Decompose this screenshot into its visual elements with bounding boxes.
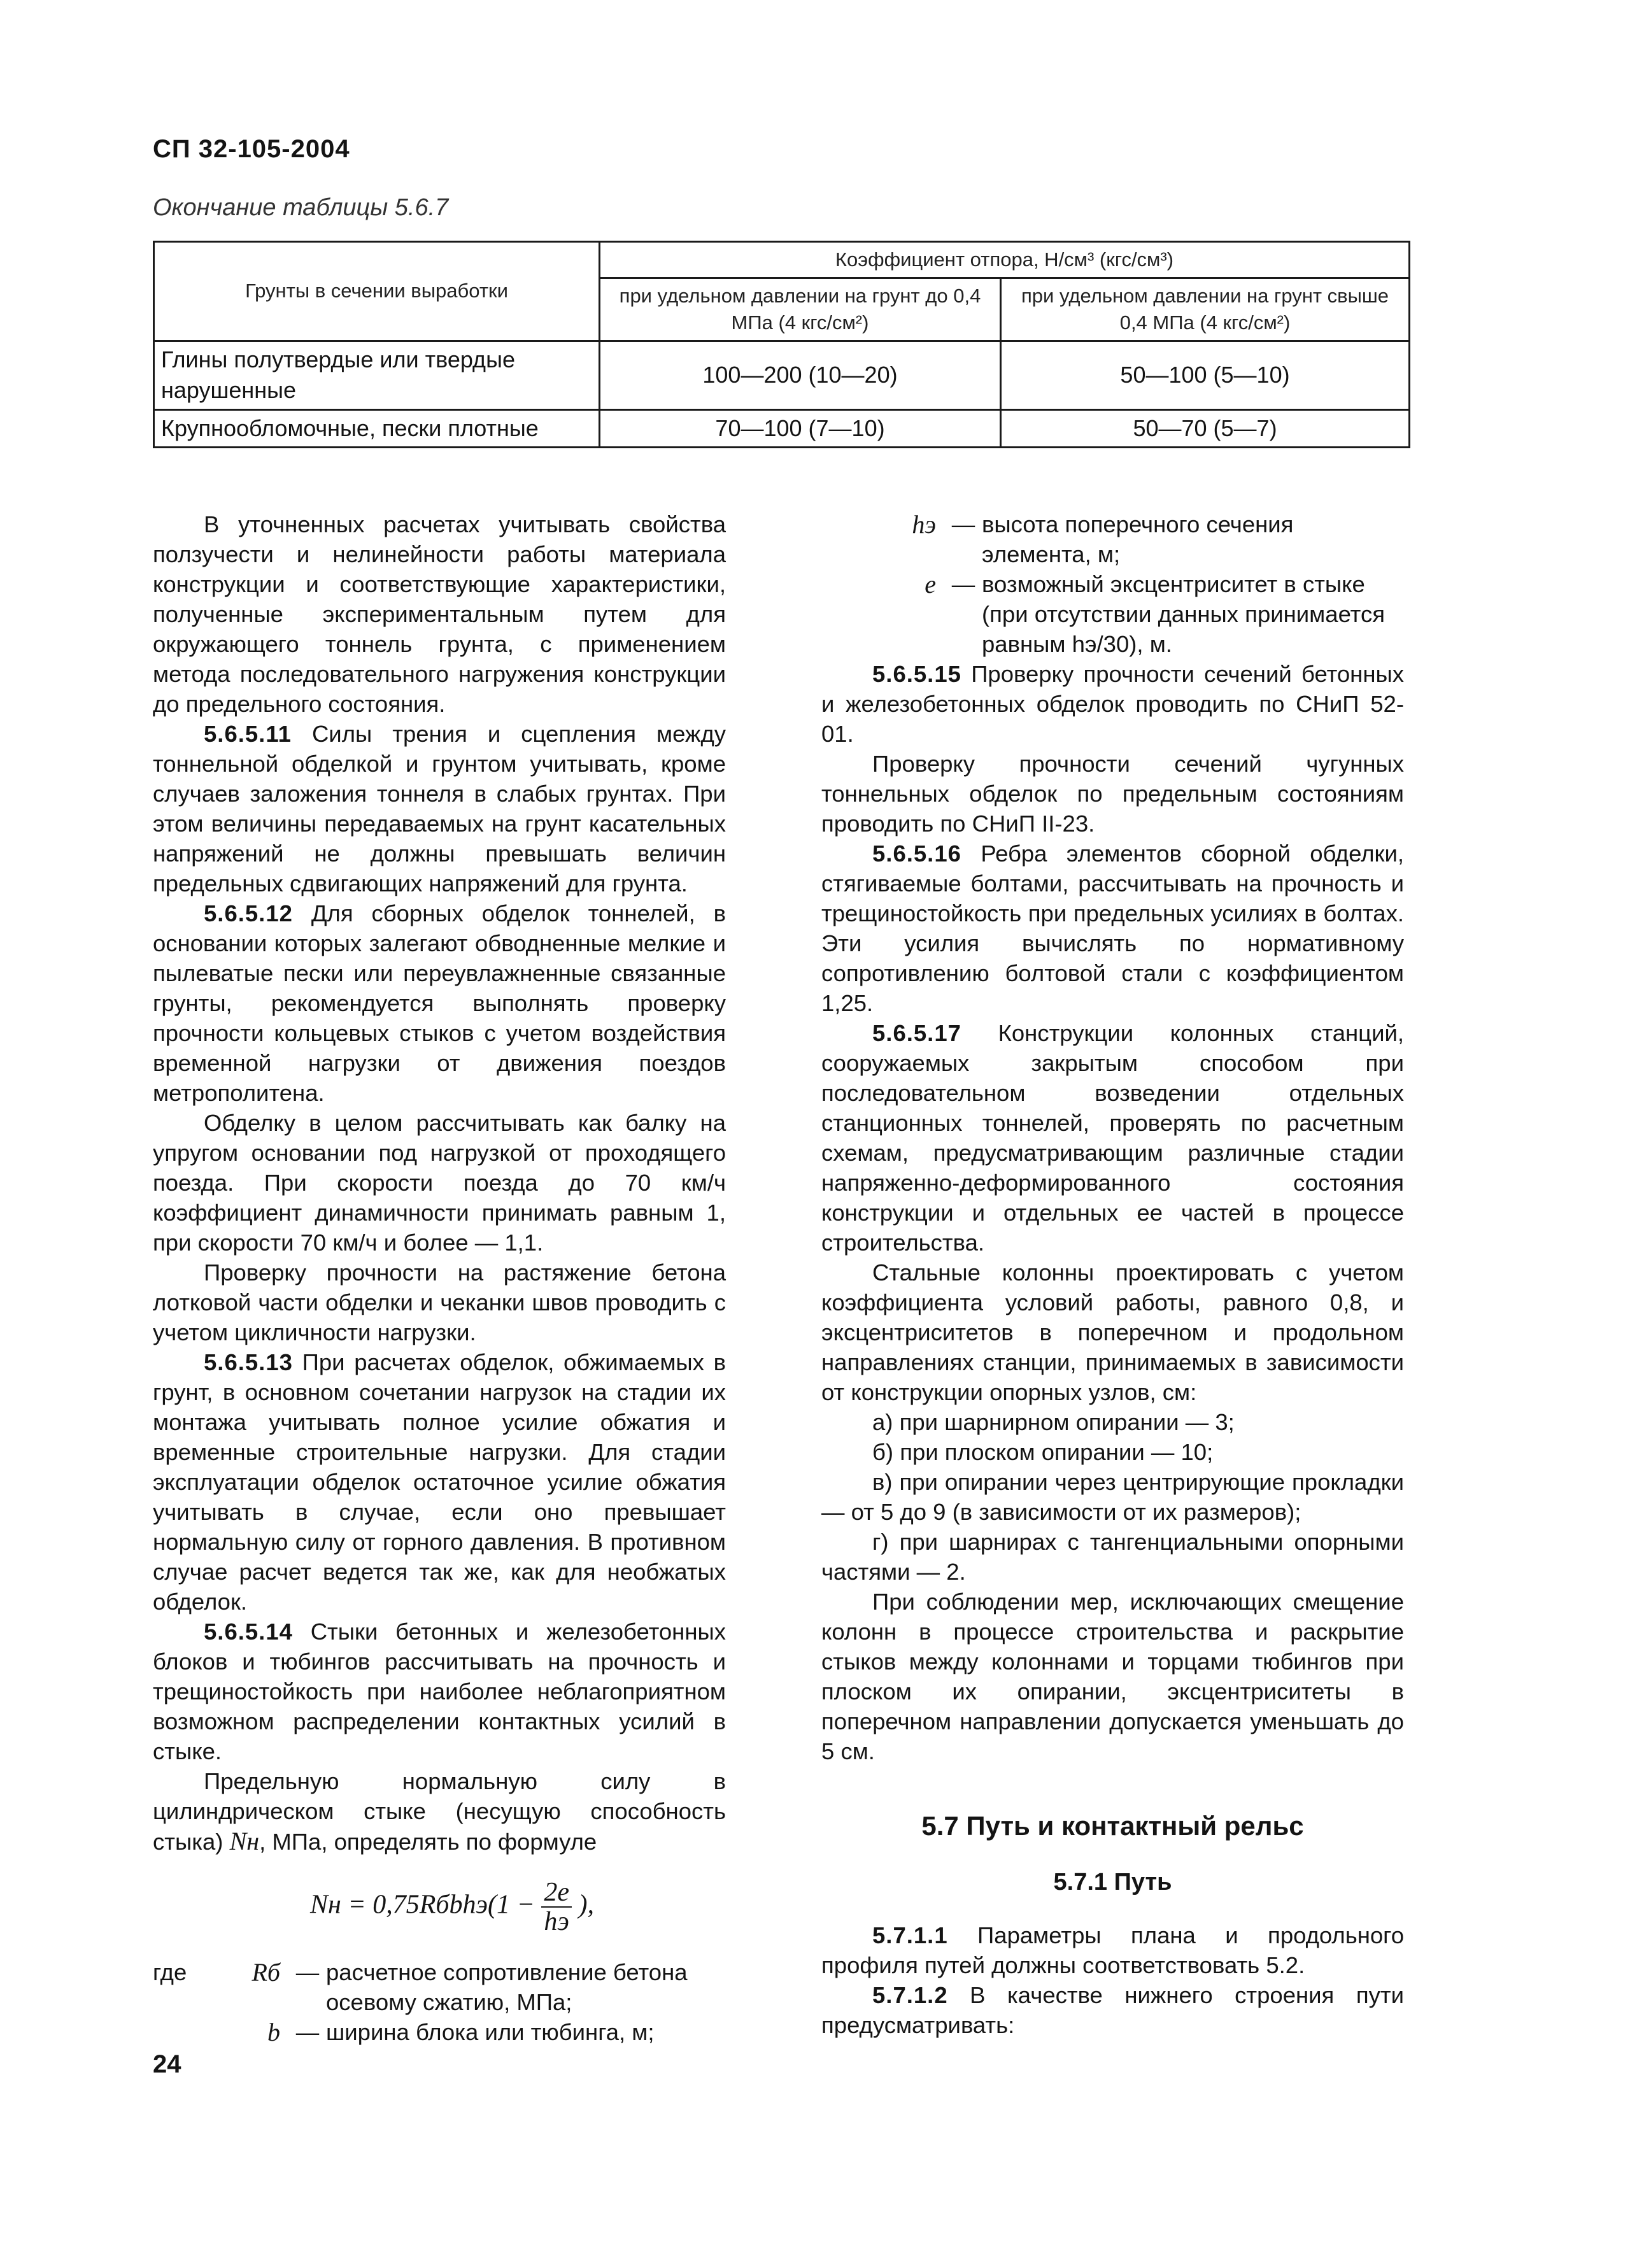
paragraph: В уточненных расчетах учитывать свойства ползучести и нелинейности работы материала конструкции и соответствующие характеристики, полученные экспериментальным путем для окружающего тоннель грунта, с применением метода последовательного нагружения конструкции до предельного состояния. xyxy=(153,511,726,717)
header-coefficient: Коэффициент отпора, Н/см³ (кгс/см³) xyxy=(600,242,1410,278)
paragraph xyxy=(821,659,1404,749)
section-title: 5.7 Путь и контактный рельс xyxy=(921,1811,1304,1841)
dash: — xyxy=(295,1959,320,1985)
clause-number: 5.6.5.17 xyxy=(872,1020,961,1046)
definition-item xyxy=(153,2017,726,2047)
paragraph xyxy=(821,1980,1404,2040)
definition-text: расчетное сопротивление бетона осевому сжатию, МПа; xyxy=(326,1959,688,2015)
paragraph-text: При расчетах обделок, обжимаемых в грунт, в основном сочетании нагрузок на стадии их монтажа учитывать полное усилие обжатия и временные строительные нагрузки. Для стадии эксплуатации обделок остаточное усилие обжатия учитывать в случае, если оно превышает нормальную силу от горного давления. В противном случае расчет ведется так же, как для необжатых обделок. xyxy=(153,1349,726,1615)
paragraph-text: Для сборных обделок тоннелей, в основании которых залегают обводненные мелкие и пылеватые пески или переувлажненные связанные грунты, рекомендуется выполнять проверку прочности кольцевых стыков с учетом воздействия временной нагрузки от движения поездов метрополитена. xyxy=(153,900,726,1106)
value-high: 50—100 (5—10) xyxy=(1001,341,1410,409)
clause-number: 5.6.5.15 xyxy=(872,661,961,687)
soil-name: Глины полутвердые или твердые нарушенные xyxy=(154,341,600,409)
value-low: 100—200 (10—20) xyxy=(600,341,1001,409)
clause-number: 5.7.1.2 xyxy=(872,1982,948,2008)
table-row xyxy=(154,341,1410,409)
subsection-title: 5.7.1 Путь xyxy=(1053,1869,1172,1896)
paragraph-text: В качестве нижнего строения пути предусматривать: xyxy=(821,1982,1404,2038)
paragraph: Проверку прочности сечений чугунных тоннельных обделок по предельным состояниям проводить по СНиП II-23. xyxy=(821,751,1404,837)
soil-name: Крупнообломочные, пески плотные xyxy=(154,409,600,448)
paragraph-text: , МПа, определять по формуле xyxy=(259,1829,597,1855)
paragraph xyxy=(153,1766,726,1857)
math-symbol: b xyxy=(267,2018,280,2046)
paragraph xyxy=(153,1617,726,1766)
list-item: в) при опирании через центрирующие прокладки — от 5 до 9 (в зависимости от их размеров); xyxy=(821,1469,1404,1525)
paragraph-text: Ребра элементов сборной обделки, стягиваемые болтами, рассчитывать на прочность и трещиностойкость при предельных усилиях в болтах. Эти усилия вычислять по нормативному сопротивлению болтовой стали с коэффициентом 1,25. xyxy=(821,840,1404,1016)
table-caption: Окончание таблицы 5.6.7 xyxy=(153,194,449,221)
paragraph: Проверку прочности на растяжение бетона лотковой части обделки и чеканки швов проводить с учетом цикличности нагрузки. xyxy=(153,1259,726,1345)
list-item: а) при шарнирном опирании — 3; xyxy=(872,1409,1235,1435)
list-item: б) при плоском опирании — 10; xyxy=(872,1439,1214,1465)
paragraph-text: Конструкции колонных станций, сооружаемых закрытым способом при последовательном возведении отдельных станционных тоннелей, проверять по расчетным схемам, предусматривающим различные стадии напряженно-деформированного состояния конструкции и отдельных ее частей в процессе строительства. xyxy=(821,1020,1404,1256)
clause-number: 5.6.5.14 xyxy=(204,1619,293,1645)
clause-number: 5.7.1.1 xyxy=(872,1922,948,1948)
spacer xyxy=(153,2017,210,2047)
definition-text: ширина блока или тюбинга, м; xyxy=(326,2019,655,2045)
clause-number: 5.6.5.11 xyxy=(204,721,292,747)
fraction-numerator: 2e xyxy=(541,1878,572,1908)
right-column xyxy=(821,509,1404,2040)
paragraph-text: Силы трения и сцепления между тоннельной обделкой и грунтом учитывать, кроме случаев заложения тоннеля в слабых грунтах. При этом величины передаваемых на грунт касательных напряжений не должны превышать величин предельных сдвигающих напряжений для грунта. xyxy=(153,721,726,897)
definition-text: возможный эксцентриситет в стыке (при отсутствии данных принимается равным hэ/30), м. xyxy=(982,571,1385,657)
paragraph: При соблюдении мер, исключающих смещение колонн в процессе строительства и раскрытие стыков между колоннами и торцами тюбингов при плоском их опирании, эксцентриситеты в поперечном направлении допускается уменьшать до 5 см. xyxy=(821,1589,1404,1764)
paragraph xyxy=(153,1347,726,1617)
definition-list xyxy=(153,1957,726,2047)
paragraph-text: Параметры плана и продольного профиля путей должны соответствовать 5.2. xyxy=(821,1922,1404,1978)
paragraph-text: Проверку прочности сечений бетонных и железобетонных обделок проводить по СНиП 52-01. xyxy=(821,661,1404,747)
definition-item xyxy=(821,569,1404,659)
math-symbol: Nн xyxy=(229,1827,260,1855)
dash: — xyxy=(951,571,975,597)
fraction-denominator: hэ xyxy=(544,1907,569,1936)
paragraph xyxy=(153,719,726,898)
header-pressure-low: при удельном давлении на грунт до 0,4 МПа (4 кгс/см²) xyxy=(600,278,1001,341)
page-number: 24 xyxy=(153,2050,181,2078)
paragraph xyxy=(821,1018,1404,1258)
value-low: 70—100 (7—10) xyxy=(600,409,1001,448)
left-column xyxy=(153,509,726,2047)
table-row xyxy=(154,409,1410,448)
clause-number: 5.6.5.16 xyxy=(872,840,961,867)
paragraph-text: Стыки бетонных и железобетонных блоков и тюбингов рассчитывать на прочность и трещиностойкость при наиболее неблагоприятном возможном распределении контактных усилий в стыке. xyxy=(153,1619,726,1764)
definition-list xyxy=(821,509,1404,659)
header-pressure-high: при удельном давлении на грунт свыше 0,4 МПа (4 кгс/см²) xyxy=(1001,278,1410,341)
dash: — xyxy=(295,2019,320,2045)
math-symbol: e xyxy=(925,570,936,599)
paragraph: Стальные колонны проектировать с учетом коэффициента условий работы, равного 0,8, и эксцентриситетов в поперечном и продольном направлениях станции, принимаемых в зависимости от конструкции опорных узлов, см: xyxy=(821,1259,1404,1405)
where-label: где xyxy=(153,1959,187,1985)
header-soil: Грунты в сечении выработки xyxy=(154,242,600,341)
paragraph: Обделку в целом рассчитывать как балку на упругом основании под нагрузкой от проходящего поезда. При скорости поезда до 70 км/ч коэффициент динамичности принимать равным 1, при скорости 70 км/ч и более — 1,1. xyxy=(153,1110,726,1256)
paragraph xyxy=(821,839,1404,1018)
formula-rhs: ), xyxy=(578,1890,594,1920)
paragraph xyxy=(153,898,726,1108)
math-symbol: hэ xyxy=(912,510,936,539)
definition-text: высота поперечного сечения элемента, м; xyxy=(982,511,1294,567)
dash: — xyxy=(951,511,975,537)
clause-number: 5.6.5.12 xyxy=(204,900,293,926)
formula-fraction xyxy=(541,1878,572,1936)
definition-item xyxy=(153,1957,726,2017)
paragraph xyxy=(821,1920,1404,1980)
paragraph-text: Предельную нормальную силу в цилиндрическом стыке (несущую способность стыка) xyxy=(153,1768,726,1855)
math-symbol: Rб xyxy=(252,1958,280,1987)
list-item: г) при шарнирах с тангенциальными опорными частями — 2. xyxy=(821,1529,1404,1585)
formula xyxy=(178,1878,726,1936)
definition-item xyxy=(821,509,1404,569)
document-code: СП 32-105-2004 xyxy=(153,135,350,163)
formula-lhs: Nн = 0,75Rбbhэ(1 − xyxy=(310,1890,535,1920)
value-high: 50—70 (5—7) xyxy=(1001,409,1410,448)
clause-number: 5.6.5.13 xyxy=(204,1349,293,1375)
soil-coefficient-table xyxy=(153,241,1410,448)
